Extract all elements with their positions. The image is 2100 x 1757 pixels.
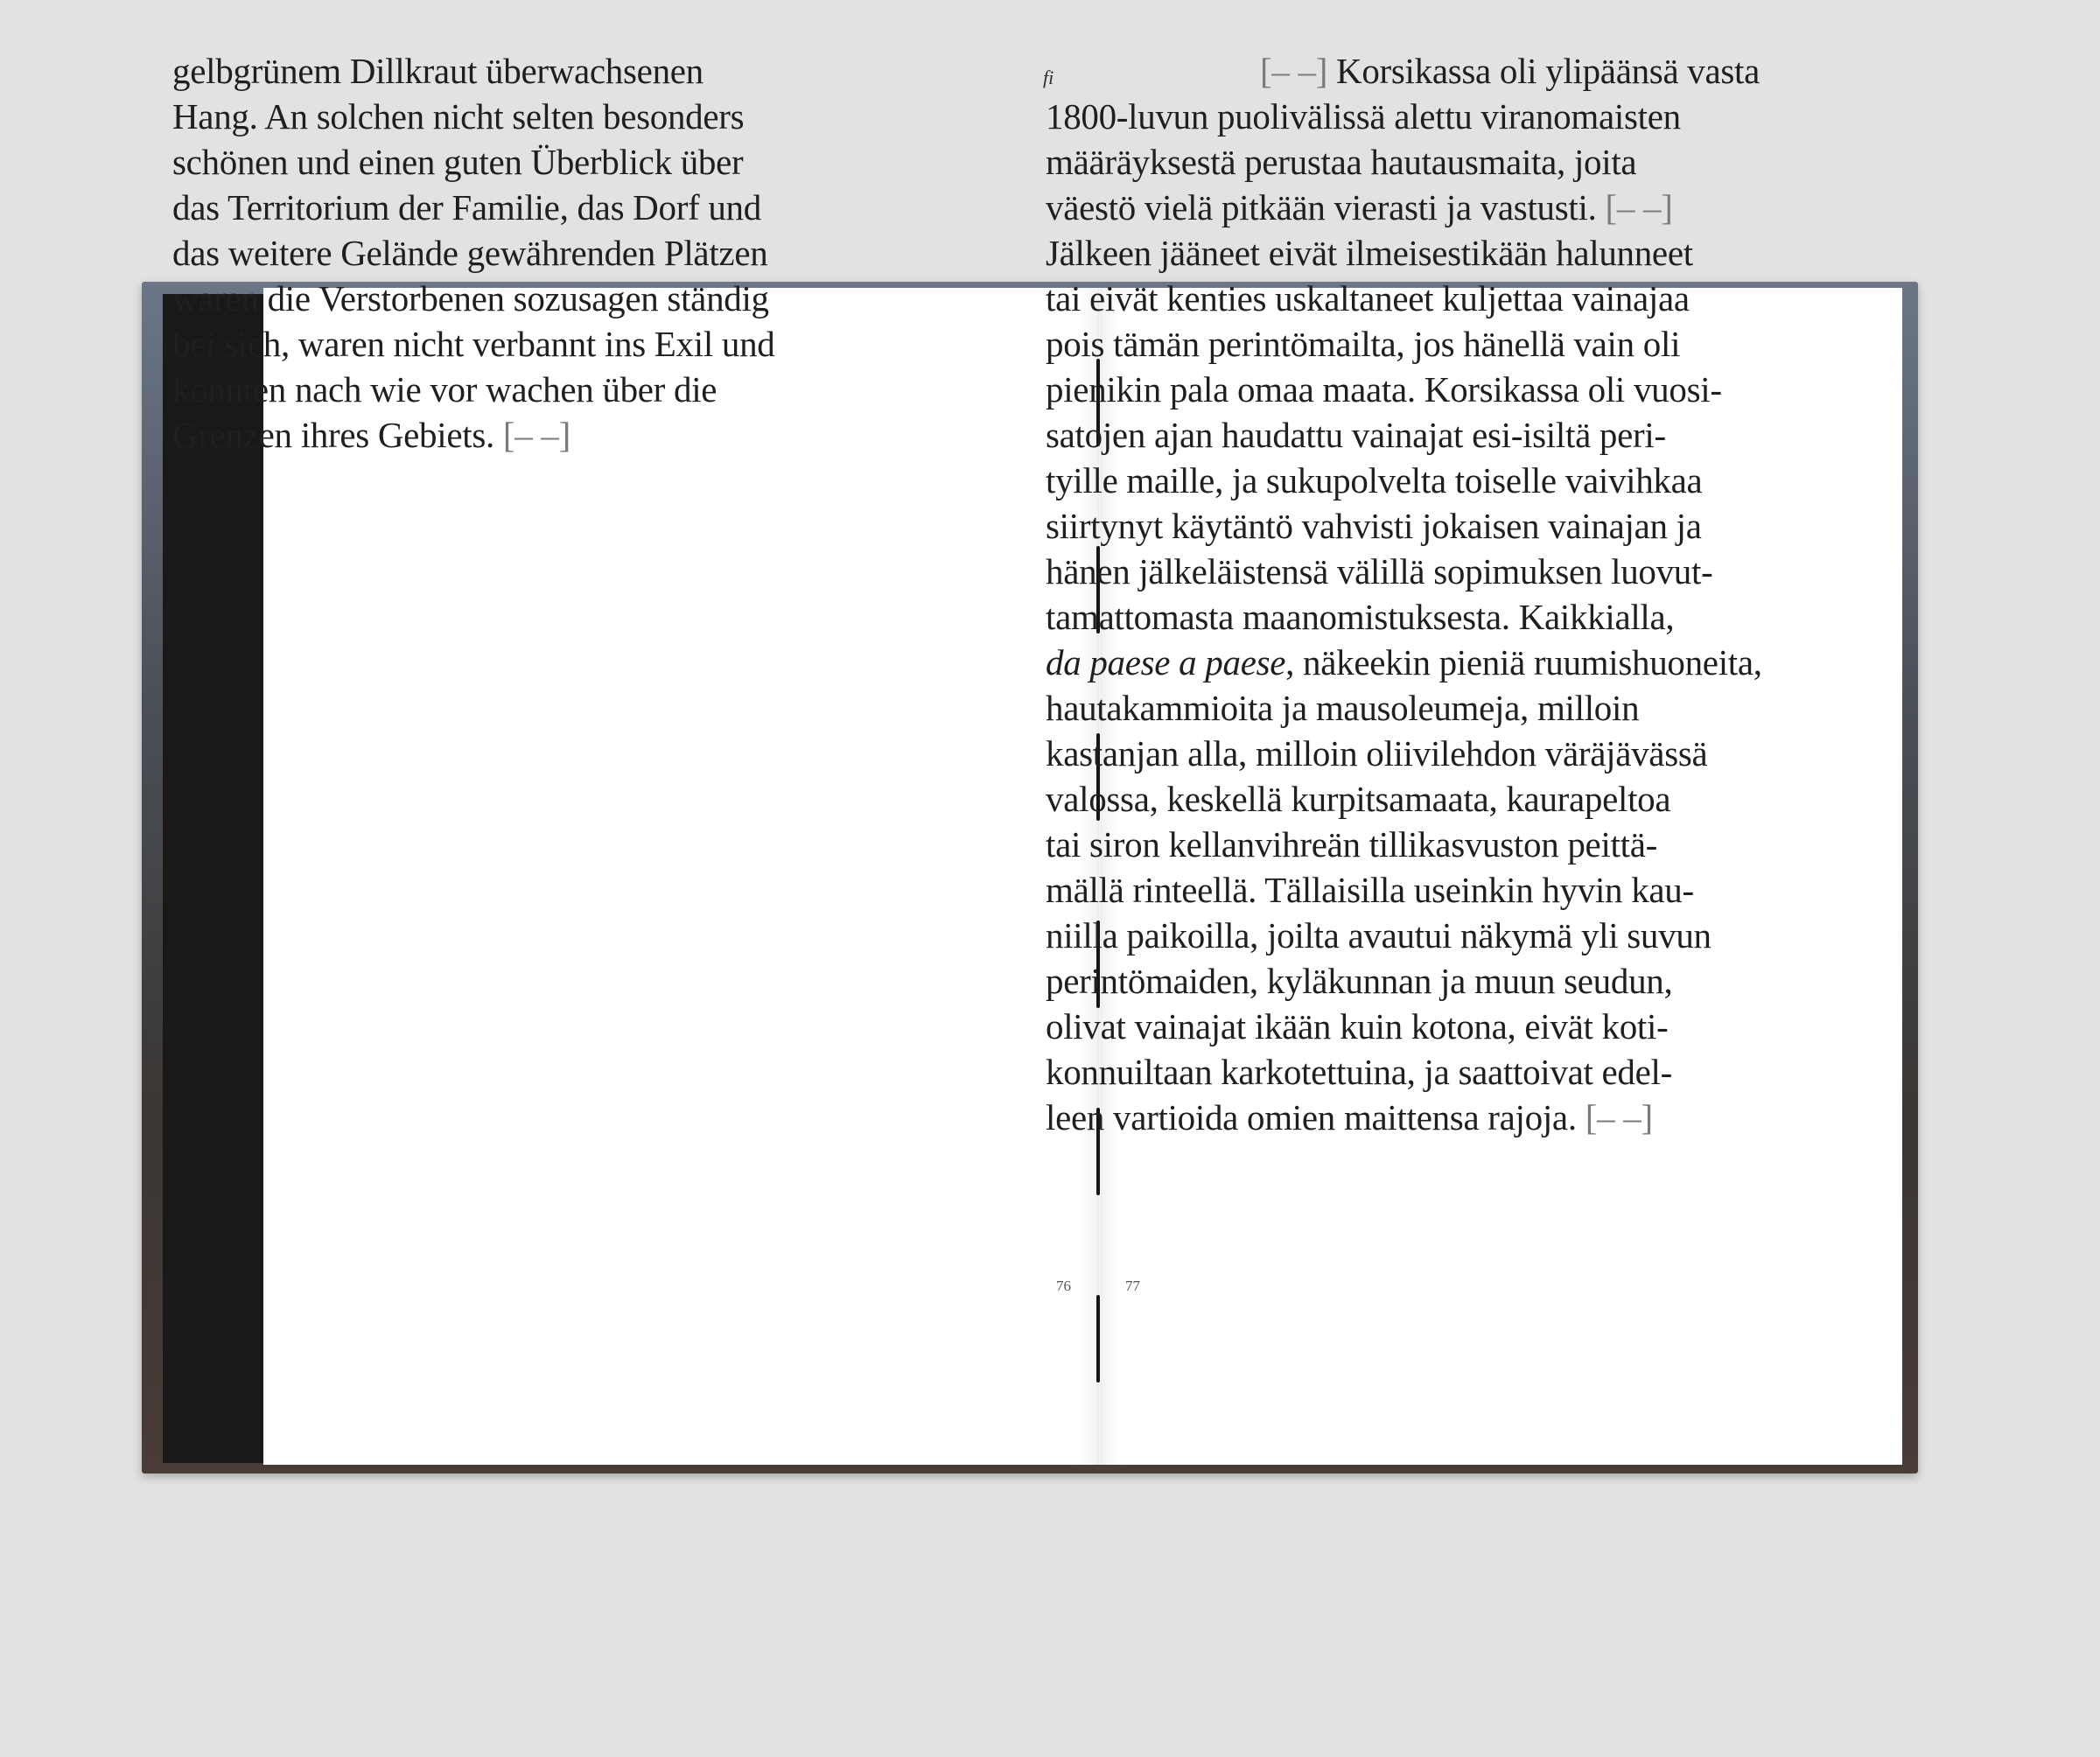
text-line: perintömaiden, kyläkunnan ja muun seudun, <box>1046 961 1673 1001</box>
page-number-left: 76 <box>1056 1278 1071 1294</box>
text-line: olivat vainajat ikään kuin kotona, eivät koti- <box>1046 1006 1669 1046</box>
text-line: pienikin pala omaa maata. Korsikassa oli vuosi- <box>1046 369 1722 410</box>
text-line: satojen ajan haudattu vainajat esi-isiltä peri- <box>1046 415 1666 455</box>
text-line: tai siron kellanvihreän tillikasvuston peittä- <box>1046 824 1657 864</box>
text-line: Hang. An solchen nicht selten besonders <box>172 96 745 136</box>
text-line: pois tämän perintömailta, jos hänellä vain oli <box>1046 324 1681 364</box>
text-line: valossa, keskellä kurpitsamaata, kaurapeltoa <box>1046 779 1671 819</box>
text-line: waren die Verstorbenen sozusagen ständig <box>172 278 769 318</box>
text-line: hänen jälkeläistensä välillä sopimuksen luovut- <box>1046 551 1713 592</box>
text-line: tamattomasta maanomistuksesta. Kaikkialla, <box>1046 597 1675 637</box>
text-line: gelbgrünem Dillkraut überwachsenen <box>172 51 704 91</box>
text-line: konnuiltaan karkotettuina, ja saattoivat edel- <box>1046 1052 1672 1092</box>
text-line-last <box>172 412 775 458</box>
text-line: siirtynyt käytäntö vahvisti jokaisen vainajan ja <box>1046 506 1702 546</box>
text-line: määräyksestä perustaa hautausmaita, joita <box>1046 142 1637 182</box>
binding-stitch <box>1096 1295 1100 1382</box>
text-line: mällä rinteellä. Tällaisilla useinkin hyvin kau- <box>1046 870 1694 910</box>
cover-inner-band <box>163 294 268 1463</box>
text-line: 1800-luvun puolivälissä alettu viranomaisten <box>1046 96 1681 136</box>
text-line: konnten nach wie vor wachen über die <box>172 369 718 410</box>
text-fragment: , näkeekin pieniä ruumishuoneita, <box>1285 642 1762 682</box>
text-line: das weitere Gelände gewährenden Plätzen <box>172 233 768 273</box>
text-line: schönen und einen guten Überblick über <box>172 142 744 182</box>
text-line <box>1046 185 1762 230</box>
text-line: bei sich, waren nicht verbannt ins Exil und <box>172 324 775 364</box>
text-fragment: leen vartioida omien maittensa rajoja. <box>1046 1097 1586 1138</box>
text-line-first <box>1046 48 1762 94</box>
left-page-text <box>172 48 775 458</box>
text-line: hautakammioita ja mausoleumeja, milloin <box>1046 688 1640 728</box>
text-fragment: Korsikassa oli ylipäänsä vasta <box>1336 51 1760 91</box>
text-fragment: väestö vielä pitkään vierasti ja vastusti. <box>1046 187 1606 228</box>
left-page <box>263 288 1100 1465</box>
omission-bracket: [– –] <box>1260 51 1337 91</box>
omission-bracket: [– –] <box>1605 187 1673 228</box>
text-line <box>1046 640 1762 685</box>
omission-bracket: [– –] <box>502 415 570 455</box>
omission-bracket: [– –] <box>1585 1097 1653 1138</box>
page-number-right: 77 <box>1125 1278 1140 1294</box>
text-line: kastanjan alla, milloin oliivilehdon väräjävässä <box>1046 733 1708 774</box>
text-line: das Territorium der Familie, das Dorf und <box>172 187 761 228</box>
text-line: tai eivät kenties uskaltaneet kuljettaa vainajaa <box>1046 278 1690 318</box>
text-fragment: Grenzen ihres Gebiets. <box>172 415 503 455</box>
text-line: Jälkeen jääneet eivät ilmeisestikään halunneet <box>1046 233 1693 273</box>
text-line: tyille maille, ja sukupolvelta toiselle vaivihkaa <box>1046 460 1703 500</box>
italic-phrase: da paese a paese <box>1046 642 1286 682</box>
language-mark: fi <box>1043 66 1054 88</box>
text-line-last <box>1046 1095 1762 1140</box>
right-page-text <box>1046 48 1762 1140</box>
text-line: niilla paikoilla, joilta avautui näkymä yli suvun <box>1046 915 1712 956</box>
